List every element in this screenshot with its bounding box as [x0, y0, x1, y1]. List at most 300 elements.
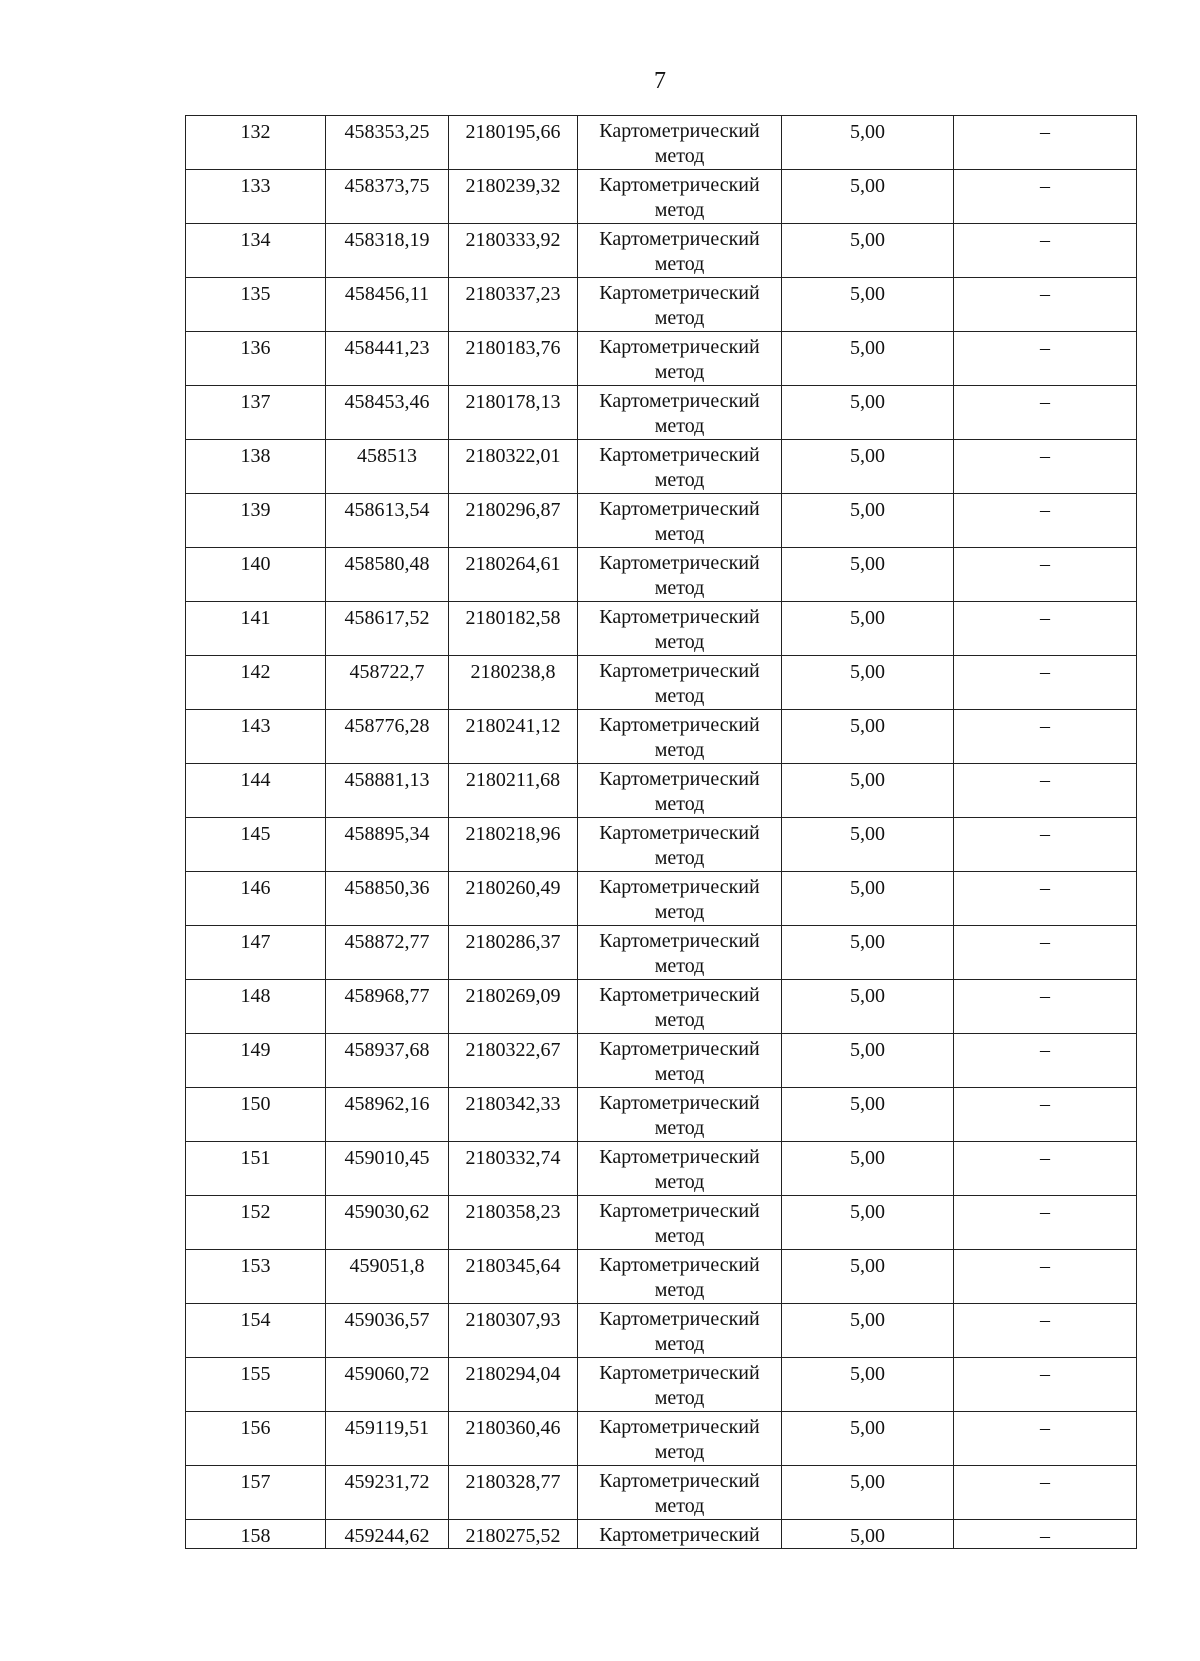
- method-cell-text: Картометрический метод: [599, 120, 760, 167]
- note-cell-text: –: [1040, 337, 1050, 359]
- x-coordinate-cell: [326, 710, 449, 764]
- accuracy-cell: [782, 386, 954, 440]
- point-number-cell-text: 149: [240, 1039, 271, 1061]
- method-cell: [578, 764, 782, 818]
- note-cell-text: –: [1040, 553, 1050, 575]
- x-coordinate-cell-text: 458513: [357, 445, 417, 467]
- method-cell-text: Картометрический метод: [599, 714, 760, 761]
- x-coordinate-cell: [326, 980, 449, 1034]
- method-cell-text: Картометрический метод: [599, 1038, 760, 1085]
- table-row: [186, 278, 1137, 332]
- note-cell: [954, 980, 1137, 1034]
- table-row: [186, 710, 1137, 764]
- method-cell-text: Картометрический метод: [599, 1308, 760, 1355]
- table-row: [186, 170, 1137, 224]
- method-cell-text: Картометрический метод: [599, 984, 760, 1031]
- accuracy-cell-text: 5,00: [850, 391, 885, 413]
- y-coordinate-cell: [449, 602, 578, 656]
- y-coordinate-cell-text: 2180294,04: [465, 1363, 561, 1385]
- y-coordinate-cell-text: 2180360,46: [465, 1417, 561, 1439]
- table-row: [186, 764, 1137, 818]
- note-cell-text: –: [1040, 661, 1050, 683]
- x-coordinate-cell: [326, 926, 449, 980]
- note-cell: [954, 926, 1137, 980]
- method-cell: [578, 1250, 782, 1304]
- note-cell-text: –: [1040, 931, 1050, 953]
- method-cell: [578, 1304, 782, 1358]
- note-cell-text: –: [1040, 445, 1050, 467]
- method-cell-text: Картометрический метод: [599, 174, 760, 221]
- accuracy-cell: [782, 710, 954, 764]
- accuracy-cell-text: 5,00: [850, 1039, 885, 1061]
- method-cell-text: Картометрический метод: [599, 336, 760, 383]
- method-cell: [578, 1520, 782, 1549]
- point-number-cell-text: 147: [240, 931, 271, 953]
- y-coordinate-cell: [449, 170, 578, 224]
- table-row: [186, 1250, 1137, 1304]
- note-cell-text: –: [1040, 1309, 1050, 1331]
- y-coordinate-cell: [449, 1250, 578, 1304]
- x-coordinate-cell-text: 459036,57: [344, 1309, 430, 1331]
- accuracy-cell: [782, 1196, 954, 1250]
- accuracy-cell: [782, 980, 954, 1034]
- method-cell: [578, 1412, 782, 1466]
- point-number-cell: [186, 1250, 326, 1304]
- point-number-cell-text: 141: [240, 607, 271, 629]
- method-cell-text: Картометрический метод: [599, 1092, 760, 1139]
- point-number-cell-text: 151: [240, 1147, 271, 1169]
- point-number-cell-text: 155: [240, 1363, 271, 1385]
- note-cell: [954, 1142, 1137, 1196]
- y-coordinate-cell: [449, 818, 578, 872]
- accuracy-cell: [782, 872, 954, 926]
- accuracy-cell-text: 5,00: [850, 1201, 885, 1223]
- accuracy-cell-text: 5,00: [850, 985, 885, 1007]
- accuracy-cell-text: 5,00: [850, 931, 885, 953]
- x-coordinate-cell-text: 458453,46: [344, 391, 430, 413]
- x-coordinate-cell: [326, 116, 449, 170]
- y-coordinate-cell-text: 2180322,01: [465, 445, 561, 467]
- y-coordinate-cell-text: 2180342,33: [465, 1093, 561, 1115]
- y-coordinate-cell: [449, 980, 578, 1034]
- y-coordinate-cell-text: 2180269,09: [465, 985, 561, 1007]
- accuracy-cell: [782, 1412, 954, 1466]
- y-coordinate-cell-text: 2180286,37: [465, 931, 561, 953]
- method-cell: [578, 548, 782, 602]
- method-cell: [578, 656, 782, 710]
- x-coordinate-cell-text: 458456,11: [344, 283, 430, 305]
- y-coordinate-cell-text: 2180182,58: [465, 607, 561, 629]
- y-coordinate-cell: [449, 332, 578, 386]
- page-number: 7: [654, 68, 666, 94]
- method-cell-text: Картометрический метод: [599, 444, 760, 491]
- accuracy-cell-text: 5,00: [850, 1309, 885, 1331]
- y-coordinate-cell: [449, 278, 578, 332]
- x-coordinate-cell: [326, 1412, 449, 1466]
- coordinates-table: [185, 115, 1137, 1549]
- y-coordinate-cell: [449, 1196, 578, 1250]
- point-number-cell: [186, 1466, 326, 1520]
- accuracy-cell-text: 5,00: [850, 121, 885, 143]
- accuracy-cell-text: 5,00: [850, 1363, 885, 1385]
- y-coordinate-cell: [449, 1466, 578, 1520]
- method-cell-text: Картометрический метод: [599, 1416, 760, 1463]
- x-coordinate-cell: [326, 278, 449, 332]
- note-cell-text: –: [1040, 985, 1050, 1007]
- note-cell-text: –: [1040, 1093, 1050, 1115]
- table-row: [186, 980, 1137, 1034]
- note-cell-text: –: [1040, 391, 1050, 413]
- x-coordinate-cell-text: 459010,45: [344, 1147, 430, 1169]
- y-coordinate-cell: [449, 710, 578, 764]
- x-coordinate-cell-text: 458937,68: [344, 1039, 430, 1061]
- x-coordinate-cell-text: 458881,13: [344, 769, 430, 791]
- note-cell-text: –: [1040, 1363, 1050, 1385]
- x-coordinate-cell: [326, 1196, 449, 1250]
- point-number-cell-text: 143: [240, 715, 271, 737]
- accuracy-cell: [782, 548, 954, 602]
- y-coordinate-cell-text: 2180275,52: [465, 1525, 561, 1547]
- point-number-cell-text: 145: [240, 823, 271, 845]
- table-row: [186, 440, 1137, 494]
- accuracy-cell-text: 5,00: [850, 877, 885, 899]
- x-coordinate-cell: [326, 1520, 449, 1549]
- accuracy-cell: [782, 602, 954, 656]
- x-coordinate-cell-text: 458895,34: [344, 823, 430, 845]
- point-number-cell: [186, 332, 326, 386]
- accuracy-cell-text: 5,00: [850, 445, 885, 467]
- method-cell: [578, 710, 782, 764]
- point-number-cell: [186, 710, 326, 764]
- y-coordinate-cell-text: 2180296,87: [465, 499, 561, 521]
- method-cell-text: Картометрический метод: [599, 876, 760, 923]
- table-row: [186, 1520, 1137, 1549]
- x-coordinate-cell-text: 458962,16: [344, 1093, 430, 1115]
- point-number-cell: [186, 440, 326, 494]
- method-cell: [578, 386, 782, 440]
- note-cell: [954, 1358, 1137, 1412]
- x-coordinate-cell-text: 459051,8: [349, 1255, 425, 1277]
- point-number-cell-text: 137: [240, 391, 271, 413]
- x-coordinate-cell-text: 458353,25: [344, 121, 430, 143]
- accuracy-cell: [782, 1142, 954, 1196]
- y-coordinate-cell-text: 2180337,23: [465, 283, 561, 305]
- accuracy-cell-text: 5,00: [850, 337, 885, 359]
- accuracy-cell: [782, 332, 954, 386]
- table-row: [186, 224, 1137, 278]
- method-cell-text: Картометрический метод: [599, 1146, 760, 1193]
- point-number-cell: [186, 1142, 326, 1196]
- y-coordinate-cell: [449, 1304, 578, 1358]
- point-number-cell: [186, 1034, 326, 1088]
- point-number-cell-text: 140: [240, 553, 271, 575]
- y-coordinate-cell-text: 2180322,67: [465, 1039, 561, 1061]
- accuracy-cell-text: 5,00: [850, 175, 885, 197]
- point-number-cell: [186, 1088, 326, 1142]
- table-row: [186, 332, 1137, 386]
- accuracy-cell-text: 5,00: [850, 823, 885, 845]
- point-number-cell-text: 146: [240, 877, 271, 899]
- table-row: [186, 1358, 1137, 1412]
- note-cell-text: –: [1040, 283, 1050, 305]
- y-coordinate-cell-text: 2180332,74: [465, 1147, 561, 1169]
- note-cell: [954, 1034, 1137, 1088]
- y-coordinate-cell-text: 2180183,76: [465, 337, 561, 359]
- y-coordinate-cell-text: 2180328,77: [465, 1471, 561, 1493]
- point-number-cell: [186, 170, 326, 224]
- point-number-cell-text: 150: [240, 1093, 271, 1115]
- method-cell-text: Картометрический метод: [599, 390, 760, 437]
- note-cell-text: –: [1040, 1525, 1050, 1547]
- note-cell: [954, 602, 1137, 656]
- table-row: [186, 1196, 1137, 1250]
- accuracy-cell: [782, 116, 954, 170]
- x-coordinate-cell: [326, 332, 449, 386]
- note-cell: [954, 1520, 1137, 1549]
- accuracy-cell: [782, 440, 954, 494]
- x-coordinate-cell: [326, 602, 449, 656]
- table-row: [186, 1412, 1137, 1466]
- accuracy-cell-text: 5,00: [850, 1093, 885, 1115]
- note-cell: [954, 548, 1137, 602]
- accuracy-cell-text: 5,00: [850, 499, 885, 521]
- point-number-cell: [186, 386, 326, 440]
- y-coordinate-cell-text: 2180264,61: [465, 553, 561, 575]
- note-cell: [954, 386, 1137, 440]
- accuracy-cell: [782, 224, 954, 278]
- table-row: [186, 494, 1137, 548]
- accuracy-cell: [782, 278, 954, 332]
- note-cell-text: –: [1040, 1255, 1050, 1277]
- x-coordinate-cell: [326, 548, 449, 602]
- y-coordinate-cell: [449, 926, 578, 980]
- y-coordinate-cell: [449, 1142, 578, 1196]
- table-row: [186, 818, 1137, 872]
- y-coordinate-cell: [449, 548, 578, 602]
- note-cell: [954, 1196, 1137, 1250]
- accuracy-cell-text: 5,00: [850, 1525, 885, 1547]
- y-coordinate-cell-text: 2180218,96: [465, 823, 561, 845]
- x-coordinate-cell-text: 458617,52: [344, 607, 430, 629]
- x-coordinate-cell-text: 458613,54: [344, 499, 430, 521]
- note-cell: [954, 1088, 1137, 1142]
- method-cell-text: Картометрический метод: [599, 282, 760, 329]
- point-number-cell: [186, 548, 326, 602]
- y-coordinate-cell-text: 2180333,92: [465, 229, 561, 251]
- point-number-cell: [186, 818, 326, 872]
- table-row: [186, 656, 1137, 710]
- method-cell-text: Картометрический метод: [599, 606, 760, 653]
- accuracy-cell-text: 5,00: [850, 769, 885, 791]
- note-cell: [954, 332, 1137, 386]
- y-coordinate-cell: [449, 494, 578, 548]
- x-coordinate-cell: [326, 1250, 449, 1304]
- y-coordinate-cell: [449, 764, 578, 818]
- point-number-cell-text: 158: [240, 1525, 271, 1547]
- x-coordinate-cell-text: 459030,62: [344, 1201, 430, 1223]
- note-cell: [954, 764, 1137, 818]
- x-coordinate-cell: [326, 1358, 449, 1412]
- x-coordinate-cell: [326, 1088, 449, 1142]
- note-cell: [954, 116, 1137, 170]
- point-number-cell: [186, 224, 326, 278]
- y-coordinate-cell: [449, 872, 578, 926]
- method-cell: [578, 872, 782, 926]
- accuracy-cell: [782, 1088, 954, 1142]
- method-cell: [578, 278, 782, 332]
- note-cell-text: –: [1040, 229, 1050, 251]
- x-coordinate-cell-text: 458441,23: [344, 337, 430, 359]
- x-coordinate-cell: [326, 1142, 449, 1196]
- method-cell-text: Картометрический метод: [599, 930, 760, 977]
- point-number-cell: [186, 980, 326, 1034]
- accuracy-cell-text: 5,00: [850, 553, 885, 575]
- method-cell: [578, 1088, 782, 1142]
- y-coordinate-cell: [449, 1412, 578, 1466]
- method-cell: [578, 926, 782, 980]
- x-coordinate-cell: [326, 224, 449, 278]
- point-number-cell: [186, 764, 326, 818]
- point-number-cell: [186, 1358, 326, 1412]
- point-number-cell-text: 132: [240, 121, 271, 143]
- note-cell-text: –: [1040, 607, 1050, 629]
- method-cell: [578, 494, 782, 548]
- y-coordinate-cell-text: 2180241,12: [465, 715, 561, 737]
- y-coordinate-cell: [449, 1358, 578, 1412]
- accuracy-cell: [782, 170, 954, 224]
- point-number-cell: [186, 116, 326, 170]
- note-cell: [954, 656, 1137, 710]
- x-coordinate-cell: [326, 440, 449, 494]
- x-coordinate-cell-text: 458776,28: [344, 715, 430, 737]
- point-number-cell: [186, 872, 326, 926]
- point-number-cell-text: 142: [240, 661, 271, 683]
- point-number-cell-text: 133: [240, 175, 271, 197]
- note-cell-text: –: [1040, 1039, 1050, 1061]
- note-cell: [954, 872, 1137, 926]
- y-coordinate-cell: [449, 1034, 578, 1088]
- note-cell: [954, 1304, 1137, 1358]
- point-number-cell: [186, 278, 326, 332]
- note-cell: [954, 224, 1137, 278]
- method-cell-text: Картометрический метод: [599, 1200, 760, 1247]
- accuracy-cell: [782, 1520, 954, 1549]
- y-coordinate-cell-text: 2180195,66: [465, 121, 561, 143]
- note-cell-text: –: [1040, 1417, 1050, 1439]
- accuracy-cell: [782, 1304, 954, 1358]
- point-number-cell-text: 152: [240, 1201, 271, 1223]
- x-coordinate-cell-text: 458722,7: [349, 661, 425, 683]
- note-cell-text: –: [1040, 121, 1050, 143]
- note-cell: [954, 170, 1137, 224]
- table-row: [186, 1466, 1137, 1520]
- accuracy-cell-text: 5,00: [850, 1255, 885, 1277]
- point-number-cell: [186, 1304, 326, 1358]
- x-coordinate-cell: [326, 494, 449, 548]
- note-cell: [954, 1466, 1137, 1520]
- accuracy-cell-text: 5,00: [850, 661, 885, 683]
- method-cell-text: Картометрический метод: [599, 1254, 760, 1301]
- table-row: [186, 1142, 1137, 1196]
- y-coordinate-cell-text: 2180260,49: [465, 877, 561, 899]
- y-coordinate-cell-text: 2180178,13: [465, 391, 561, 413]
- method-cell: [578, 1034, 782, 1088]
- x-coordinate-cell-text: 459231,72: [344, 1471, 430, 1493]
- accuracy-cell: [782, 926, 954, 980]
- y-coordinate-cell-text: 2180238,8: [470, 661, 556, 683]
- note-cell: [954, 494, 1137, 548]
- x-coordinate-cell-text: 458580,48: [344, 553, 430, 575]
- method-cell: [578, 170, 782, 224]
- note-cell: [954, 278, 1137, 332]
- y-coordinate-cell-text: 2180345,64: [465, 1255, 561, 1277]
- accuracy-cell: [782, 818, 954, 872]
- point-number-cell: [186, 494, 326, 548]
- x-coordinate-cell-text: 458373,75: [344, 175, 430, 197]
- accuracy-cell-text: 5,00: [850, 607, 885, 629]
- table-row: [186, 1034, 1137, 1088]
- x-coordinate-cell: [326, 764, 449, 818]
- point-number-cell-text: 138: [240, 445, 271, 467]
- point-number-cell: [186, 656, 326, 710]
- point-number-cell-text: 153: [240, 1255, 271, 1277]
- method-cell-text: Картометрический метод: [599, 1362, 760, 1409]
- table-row: [186, 1304, 1137, 1358]
- x-coordinate-cell: [326, 386, 449, 440]
- note-cell-text: –: [1040, 715, 1050, 737]
- point-number-cell: [186, 926, 326, 980]
- method-cell-text: Картометрический: [599, 1524, 760, 1546]
- x-coordinate-cell-text: 458318,19: [344, 229, 430, 251]
- point-number-cell: [186, 1196, 326, 1250]
- method-cell: [578, 224, 782, 278]
- method-cell: [578, 1358, 782, 1412]
- x-coordinate-cell-text: 459244,62: [344, 1525, 430, 1547]
- method-cell: [578, 602, 782, 656]
- note-cell-text: –: [1040, 1201, 1050, 1223]
- note-cell: [954, 1250, 1137, 1304]
- x-coordinate-cell: [326, 1034, 449, 1088]
- x-coordinate-cell-text: 459119,51: [344, 1417, 430, 1439]
- y-coordinate-cell: [449, 1520, 578, 1549]
- method-cell: [578, 818, 782, 872]
- x-coordinate-cell-text: 459060,72: [344, 1363, 430, 1385]
- x-coordinate-cell-text: 458968,77: [344, 985, 430, 1007]
- x-coordinate-cell: [326, 170, 449, 224]
- x-coordinate-cell: [326, 1466, 449, 1520]
- accuracy-cell-text: 5,00: [850, 1147, 885, 1169]
- table-row: [186, 116, 1137, 170]
- note-cell-text: –: [1040, 1147, 1050, 1169]
- y-coordinate-cell: [449, 656, 578, 710]
- x-coordinate-cell: [326, 656, 449, 710]
- accuracy-cell-text: 5,00: [850, 283, 885, 305]
- method-cell: [578, 1196, 782, 1250]
- note-cell-text: –: [1040, 877, 1050, 899]
- accuracy-cell: [782, 1250, 954, 1304]
- point-number-cell-text: 134: [240, 229, 271, 251]
- method-cell: [578, 1142, 782, 1196]
- note-cell-text: –: [1040, 823, 1050, 845]
- point-number-cell-text: 139: [240, 499, 271, 521]
- accuracy-cell: [782, 656, 954, 710]
- method-cell: [578, 1466, 782, 1520]
- y-coordinate-cell-text: 2180358,23: [465, 1201, 561, 1223]
- accuracy-cell: [782, 764, 954, 818]
- accuracy-cell-text: 5,00: [850, 1417, 885, 1439]
- x-coordinate-cell: [326, 872, 449, 926]
- method-cell-text: Картометрический метод: [599, 660, 760, 707]
